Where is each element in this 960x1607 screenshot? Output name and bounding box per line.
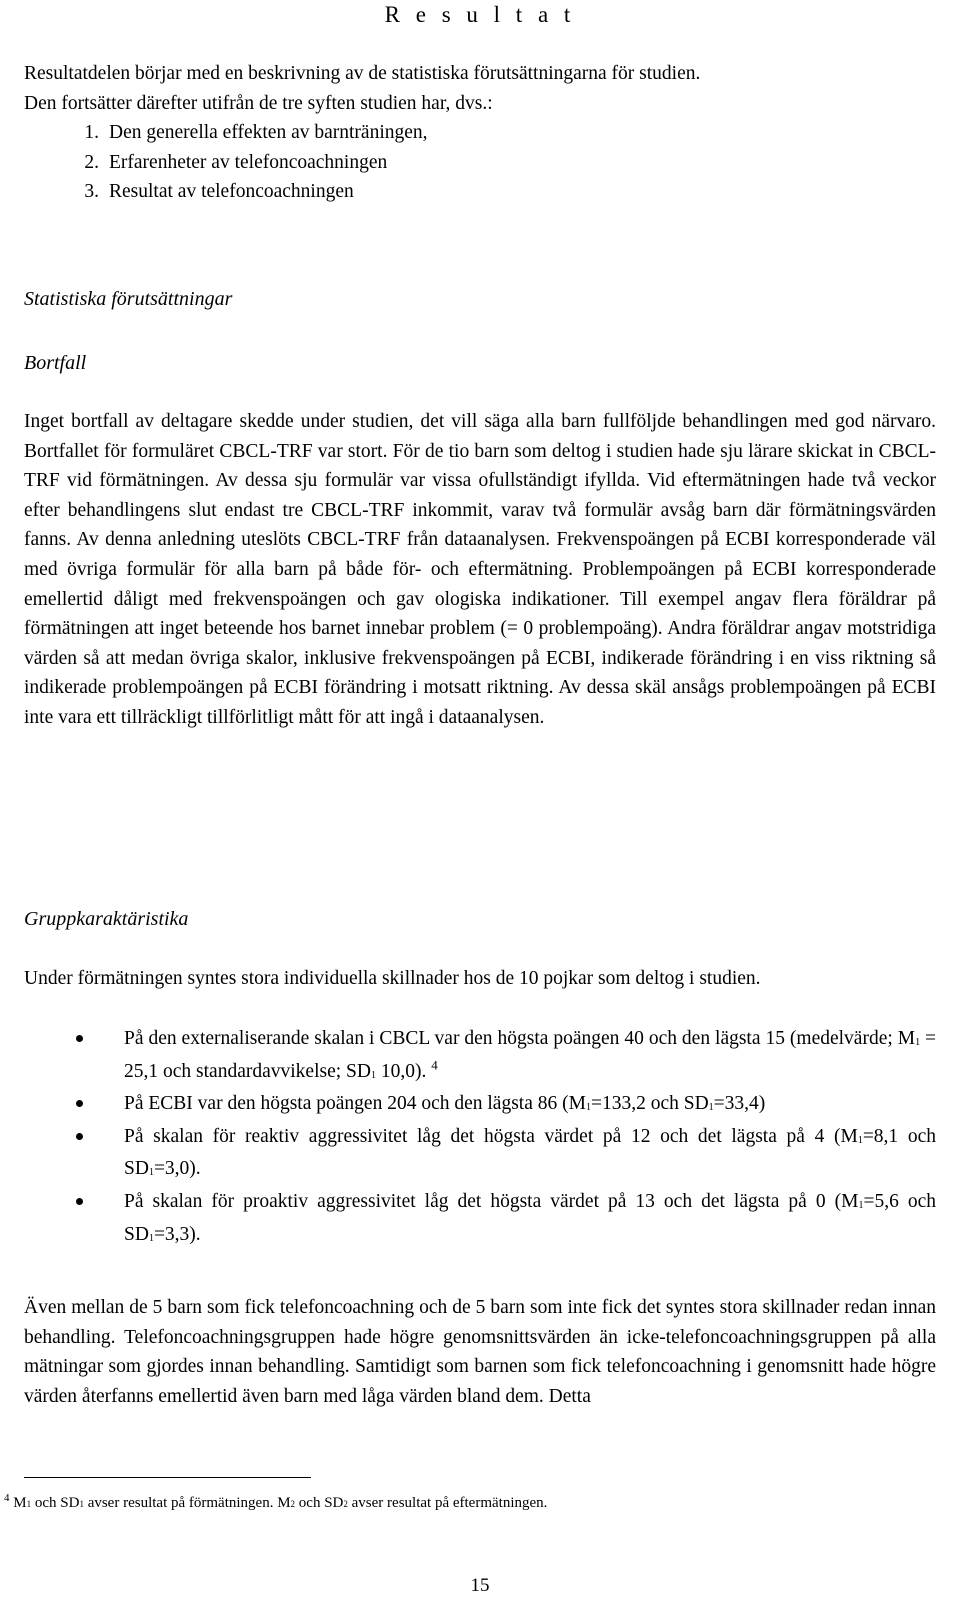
list-item: 3. Resultat av telefoncoachningen bbox=[84, 181, 354, 202]
group-lead-paragraph: Under förmätningen syntes stora individuella skillnader hos de 10 pojkar som deltog i studien. bbox=[24, 968, 761, 989]
section-heading: Statistiska förutsättningar bbox=[24, 288, 233, 310]
bullet-icon bbox=[76, 1133, 83, 1140]
subsection-heading: Bortfall bbox=[24, 352, 87, 374]
bullet-icon bbox=[76, 1035, 83, 1042]
bullet-icon bbox=[76, 1100, 83, 1107]
footnote: $^4$ M1 och SD1 avser resultat på förmätningen. M2 och SD2 avser resultat på eftermätningen. bbox=[4, 1492, 548, 1511]
list-item: På ECBI var den högsta poängen 204 och den lägsta 86 ($M_1=133,2$ och $SD_1=33,4$) bbox=[24, 1089, 936, 1122]
intro-line-2: Den fortsätter därefter utifrån de tre syften studien har, dvs.: bbox=[24, 92, 493, 114]
list-item: På den externaliserande skalan i CBCL var den högsta poängen 40 och den lägsta 15 (medelvärde; $M_1 = 25,1$ och standardavvikelse; $SD_1$ 10,0). $^4$ bbox=[24, 1024, 936, 1089]
list-item: 1. Den generella effekten av barnträningen, bbox=[84, 122, 428, 143]
subsection-heading: Gruppkaraktäristika bbox=[24, 908, 189, 930]
list-item: På skalan för reaktiv aggressivitet låg det högsta värdet på 12 och det lägsta på 4 ($M_1=8,1$ och $SD_1=3,0$). bbox=[24, 1122, 936, 1187]
bullet-icon bbox=[76, 1198, 83, 1205]
page-title: R e s u l t a t bbox=[384, 2, 576, 27]
dropout-paragraph: Inget bortfall av deltagare skedde under studien, det vill säga alla barn fullföljde behandlingen med god närvaro. Bortfallet för formuläret CBCL-TRF var stort. För de tio barn som deltog i studien hade sju lärare skickat in CBCL-TRF vid förmätningen. Av dessa sju formulär var vissa ofullständigt ifyllda. Vid eftermätningen hade två veckor efter behandlingens slut endast tre CBCL-TRF inkommit, varav två formulär avsåg barn där förmätningsvärden fanns. Av denna anledning uteslöts CBCL-TRF från dataanalysen. Frekvenspoängen på ECBI korresponderade väl med övriga formulär för alla barn på både för- och eftermätning. Problempoängen på ECBI korresponderade emellertid dåligt med frekvenspoängen och gav ologiska indikationer. Till exempel angav flera föräldrar på förmätningen att inget beteende hos barnet innebar problem (= 0 problempoäng). Andra föräldrar angav motstridiga värden så att medan övriga skalor, inklusive frekvenspoängen på ECBI, indikerade förändring i en viss riktning så indikerade problempoängen på ECBI förändring i motsatt riktning. Av dessa skäl ansågs problempoängen på ECBI inte vara ett tillräckligt tillförlitligt mått för att ingå i dataanalysen. bbox=[24, 411, 936, 728]
intro-line-1: Resultatdelen börjar med en beskrivning av de statistiska förutsättningarna för studien. bbox=[24, 63, 701, 84]
closing-paragraph: Även mellan de 5 barn som fick telefoncoachning och de 5 barn som inte fick det syntes stora skillnader redan innan behandling. Telefoncoachningsgruppen hade högre genomsnittsvärden än icke-telefoncoachningsgruppen på alla mätningar som gjordes innan behandling. Samtidigt som barnen som fick telefoncoachning i genomsnitt hade högre värden återfanns emellertid även barn med låga värden bland dem. Detta bbox=[24, 1297, 936, 1407]
list-item: På skalan för proaktiv aggressivitet låg det högsta värdet på 13 och det lägsta på 0 ($M_1=5,6$ och $SD_1=3,3$). bbox=[24, 1187, 936, 1252]
footnote-ref: 4 bbox=[431, 1057, 438, 1073]
page-number: 15 bbox=[470, 1575, 490, 1596]
list-item: 2. Erfarenheter av telefoncoachningen bbox=[84, 151, 388, 173]
bullet-list bbox=[24, 1024, 936, 1252]
footnote-divider bbox=[24, 1477, 311, 1478]
intro-block bbox=[24, 59, 936, 207]
